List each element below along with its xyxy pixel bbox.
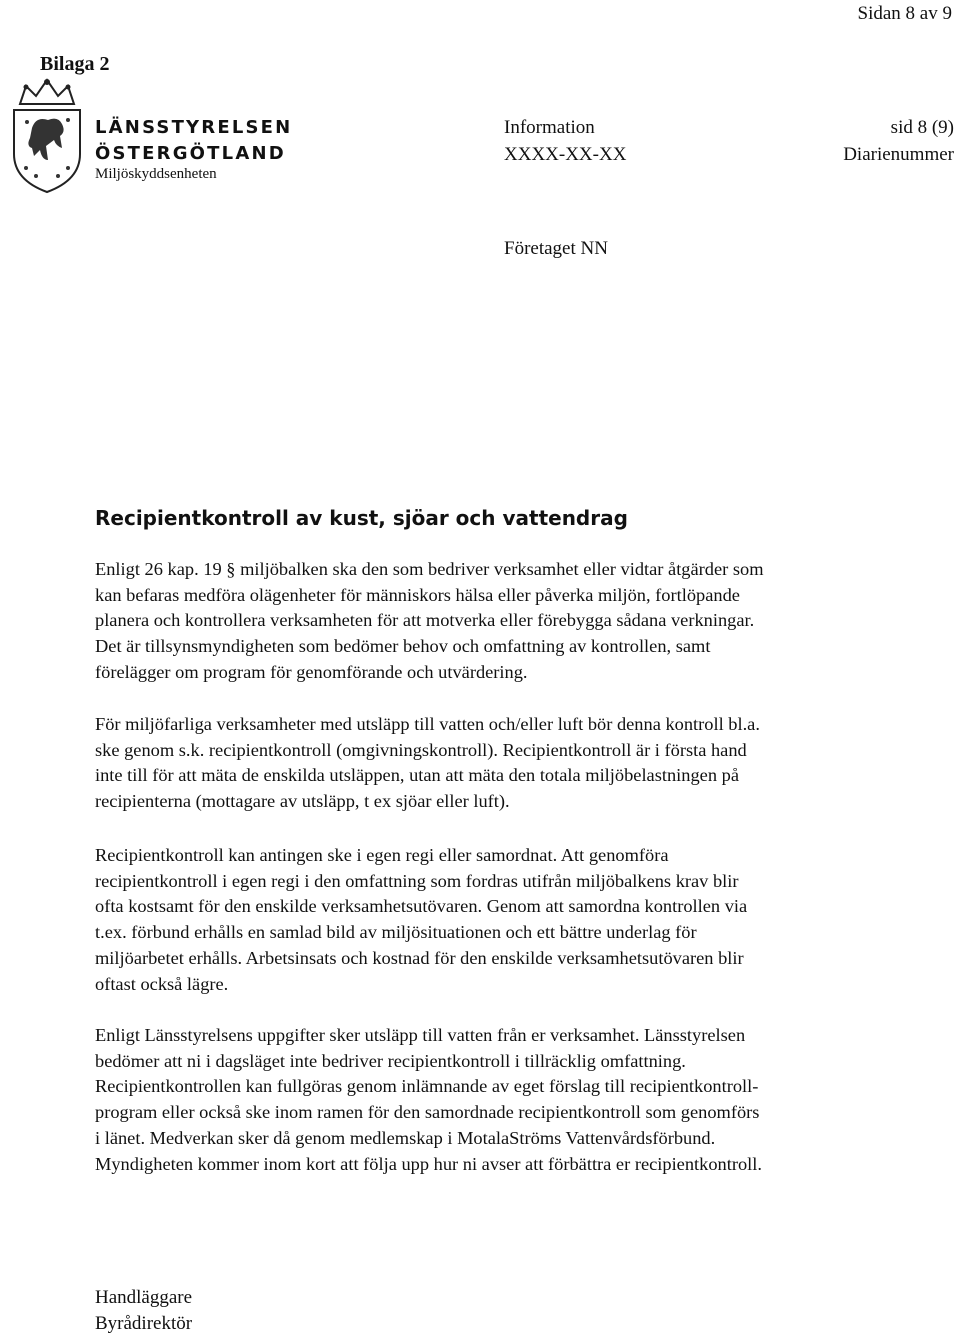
document-type: Information — [504, 117, 595, 138]
paragraph — [95, 843, 915, 997]
paragraph-line: program eller också ske inom ramen för den samordnade recipientkontroll som genomförs — [95, 1102, 760, 1123]
paragraph-line: förelägger om program för genomförande och utvärdering. — [95, 661, 528, 682]
organization-region: ÖSTERGÖTLAND — [95, 143, 286, 164]
paragraph-line: planera och kontrollera verksamheten för att motverka eller förebygga sådana verkningar. — [95, 610, 755, 631]
paragraph-line: miljöarbetet erhålls. Arbetsinsats och kostnad för den enskilde verksamhetsutövaren blir — [95, 947, 744, 968]
signature-block — [95, 1285, 192, 1337]
paragraph-line: ofta kostsamt för den enskilde verksamhetsutövaren. Genom att samordna kontrollen via — [95, 896, 748, 917]
paragraph-line: recipientkontroll i egen regi i den omfattning som fordras utifrån miljöbalkens krav blir — [95, 870, 739, 891]
paragraph-line: kan befaras medföra olägenheter för människors hälsa eller påverka miljön, fortlöpande — [95, 584, 740, 605]
paragraph-line: oftast också lägre. — [95, 973, 229, 994]
paragraph-line: inte till för att mäta de enskilda utsläppen, utan att mäta den totala miljöbelastningen på — [95, 765, 739, 786]
paragraph-line: För miljöfarliga verksamheter med utsläpp till vatten och/eller luft bör denna kontroll bl.a. — [95, 714, 760, 734]
coat-of-arms-icon — [6, 76, 88, 196]
department-name: Miljöskyddsenheten — [95, 166, 217, 182]
diary-number-label: Diarienummer — [843, 144, 954, 165]
paragraph-line: i länet. Medverkan sker då genom medlemskap i MotalaStröms Vattenvårdsförbund. — [95, 1127, 716, 1148]
page-reference: sid 8 (9) — [890, 117, 954, 138]
officer-title: Byrådirektör — [95, 1313, 193, 1334]
paragraph-line: ske genom s.k. recipientkontroll (omgivningskontroll). Recipientkontroll är i första hand — [95, 739, 747, 760]
paragraph-line: bedömer att ni i dagsläget inte bedriver recipientkontroll i tillräcklig omfattning. — [95, 1050, 686, 1071]
paragraph-line: Myndigheten kommer inom kort att följa upp hur ni avser att förbättra er recipientkontroll. — [95, 1153, 762, 1174]
appendix-label: Bilaga 2 — [40, 53, 110, 75]
section-heading: Recipientkontroll av kust, sjöar och vattendrag — [95, 506, 628, 530]
page-number: Sidan 8 av 9 — [857, 3, 952, 24]
organization-name: LÄNSSTYRELSEN — [95, 117, 293, 138]
paragraph-line: recipienterna (mottagare av utsläpp, t ex sjöar eller luft). — [95, 791, 510, 812]
paragraph-line: Enligt 26 kap. 19 § miljöbalken ska den som bedriver verksamhet eller vidtar åtgärder som — [95, 559, 764, 579]
document-date: XXXX-XX-XX — [504, 144, 627, 165]
officer-label: Handläggare — [95, 1287, 193, 1308]
paragraph-line: Recipientkontroll kan antingen ske i egen regi eller samordnat. Att genomföra — [95, 845, 669, 865]
paragraph-line: Recipientkontrollen kan fullgöras genom inlämnande av eget förslag till recipientkontroll- — [95, 1076, 759, 1097]
paragraph-line: t.ex. förbund erhålls en samlad bild av miljösituationen och ett bättre underlag för — [95, 922, 697, 943]
paragraph-line: Det är tillsynsmyndigheten som bedömer behov och omfattning av kontrollen, samt — [95, 636, 711, 657]
paragraph — [95, 1023, 915, 1177]
recipient-company: Företaget NN — [504, 238, 608, 259]
paragraph — [95, 557, 915, 686]
paragraph — [95, 712, 915, 815]
paragraph-line: Enligt Länsstyrelsens uppgifter sker utsläpp till vatten från er verksamhet. Länsstyrelsen — [95, 1025, 746, 1045]
